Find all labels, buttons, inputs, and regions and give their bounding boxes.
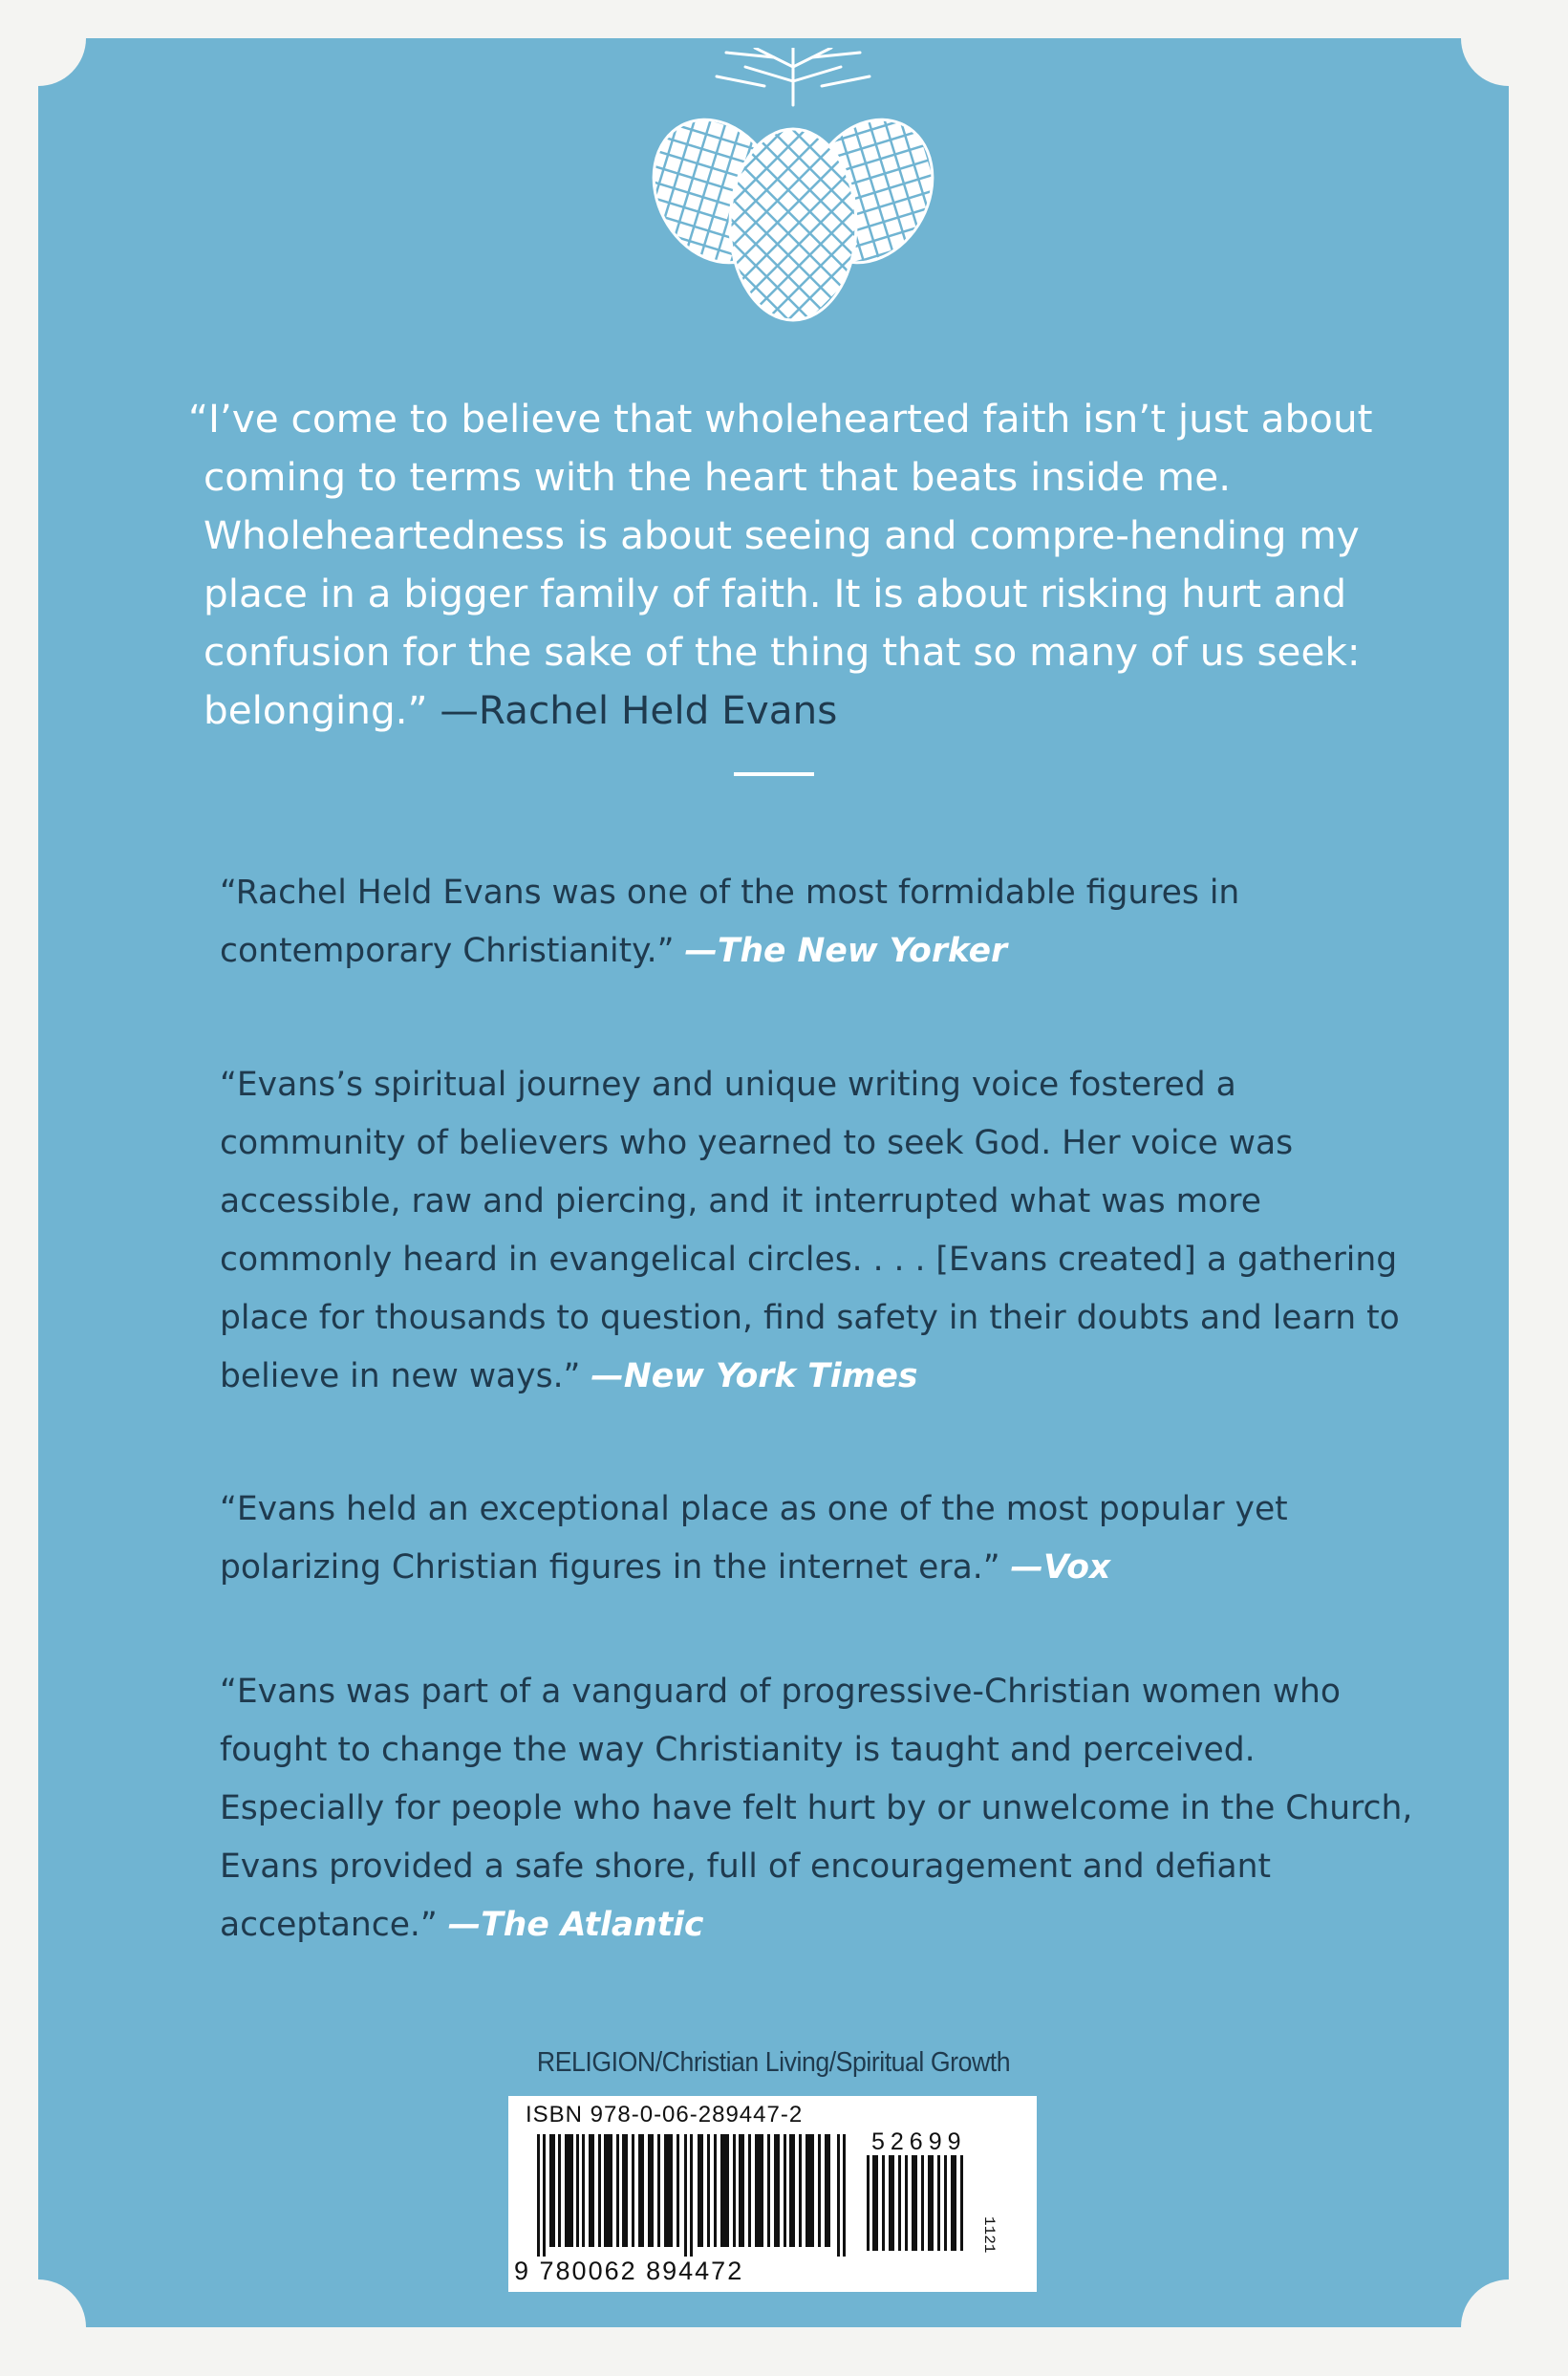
isbn-barcode [508, 2096, 1037, 2292]
blurb-source: —The New Yorker [684, 932, 1007, 970]
review-blurb [220, 1663, 1424, 1955]
pinecone-ornament-icon [583, 48, 1003, 335]
review-blurb [220, 1480, 1424, 1597]
barcode-icon [537, 2134, 852, 2257]
barcode-icon [867, 2155, 972, 2251]
blurb-text: “Evans was part of a vanguard of progressive-Christian women who fought to change the way Christianity is taught and perceived. Especially for people who have felt hurt by or unwelcome in the Church, Evans provided a safe shore, full of encouragement and defiant acceptance.” [220, 1673, 1413, 1944]
blurb-source: —New York Times [591, 1357, 918, 1395]
blurb-text: “Evans held an exceptional place as one of the most popular yet polarizing Christian figures in the internet era.” [220, 1490, 1288, 1587]
corner-notch [0, 2279, 86, 2375]
price-code: 1121 [980, 2216, 998, 2254]
review-blurb [220, 1056, 1424, 1406]
back-cover-panel [38, 38, 1509, 2327]
review-blurb [220, 864, 1424, 981]
isbn-label: ISBN 978-0-06-289447-2 [526, 2102, 804, 2128]
ean-digits: 9 780062 894472 [514, 2257, 744, 2285]
blurb-source: —Vox [1010, 1548, 1111, 1587]
corner-notch [1461, 2279, 1557, 2375]
blurb-text: “Rachel Held Evans was one of the most formidable figures in contemporary Christianity.” [220, 874, 1240, 970]
divider-rule [734, 772, 814, 776]
price-addon-digits: 52699 [871, 2128, 967, 2155]
pullquote-attribution: —Rachel Held Evans [440, 687, 838, 733]
corner-notch [0, 0, 86, 86]
corner-notch [1461, 0, 1557, 86]
blurb-text: “Evans’s spiritual journey and unique writing voice fostered a community of believers who yearned to seek God. Her voice was accessible, raw and piercing, and it interrupted what was more commonly heard in evangelical circles. . . . [Evans created] a gathering place for thousands to question, find safety in their doubts and learn to believe in new ways.” [220, 1066, 1400, 1395]
bisac-category: RELIGION/Christian Living/Spiritual Growth [536, 2047, 1011, 2078]
pullquote-text: “I’ve come to believe that wholehearted faith isn’t just about coming to terms with the heart that beats inside me. Wholeheartedness is about seeing and compre-hending my place in a bigger family of faith. It is about risking hurt and confusion for the sake of the thing that so many of us seek: belonging.” [188, 396, 1373, 733]
author-pullquote [188, 390, 1379, 740]
blurb-source: —The Atlantic [447, 1906, 704, 1944]
